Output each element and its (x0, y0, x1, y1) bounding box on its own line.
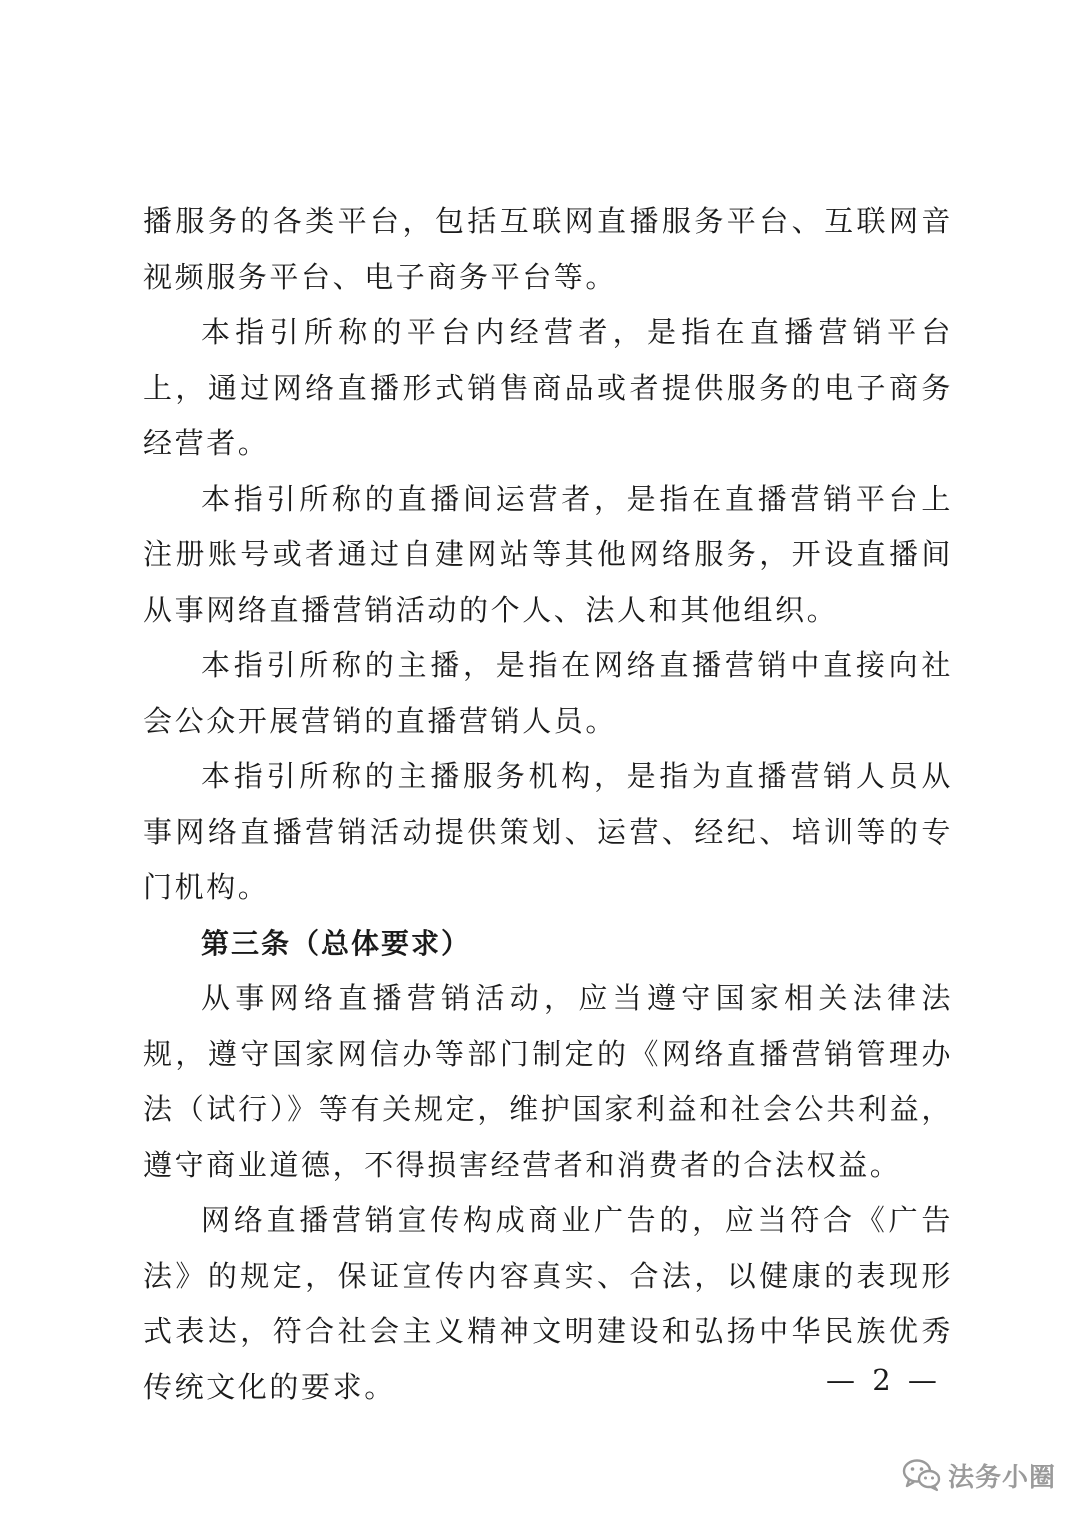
paragraph-live-room-operator-definition: 本指引所称的直播间运营者，是指在直播营销平台上注册账号或者通过自建网站等其他网络服务，开设直播间从事网络直播营销活动的个人、法人和其他组织。 (143, 481, 953, 627)
paragraph-advertising-requirements: 网络直播营销宣传构成商业广告的，应当符合《广告法》的规定，保证宣传内容真实、合法，以健康的表现形式表达，符合社会主义精神文明建设和弘扬中华民族优秀传统文化的要求。 (143, 1203, 953, 1404)
document-body (143, 194, 953, 1415)
paragraph-platform-types: 播服务的各类平台，包括互联网直播服务平台、互联网音视频服务平台、电子商务平台等。 (143, 204, 953, 294)
page-number: — 2 — (826, 1363, 941, 1397)
paragraph-platform-operator-definition: 本指引所称的平台内经营者，是指在直播营销平台上，通过网络直播形式销售商品或者提供服务的电子商务经营者。 (143, 315, 953, 460)
article-three-heading: 第三条（总体要求） (201, 926, 472, 960)
paragraph-anchor-definition: 本指引所称的主播，是指在网络直播营销中直接向社会公众开展营销的直播营销人员。 (143, 648, 953, 738)
wechat-icon (902, 1458, 942, 1492)
watermark (902, 1455, 1056, 1495)
paragraph-anchor-service-agency-definition: 本指引所称的主播服务机构，是指为直播营销人员从事网络直播营销活动提供策划、运营、经纪、培训等的专门机构。 (143, 759, 953, 904)
paragraph-general-requirements: 从事网络直播营销活动，应当遵守国家相关法律法规，遵守国家网信办等部门制定的《网络直播营销管理办法（试行）》等有关规定，维护国家利益和社会公共利益，遵守商业道德，不得损害经营者和消费者的合法权益。 (143, 981, 953, 1182)
watermark-text: 法务小圈 (948, 1462, 1057, 1493)
